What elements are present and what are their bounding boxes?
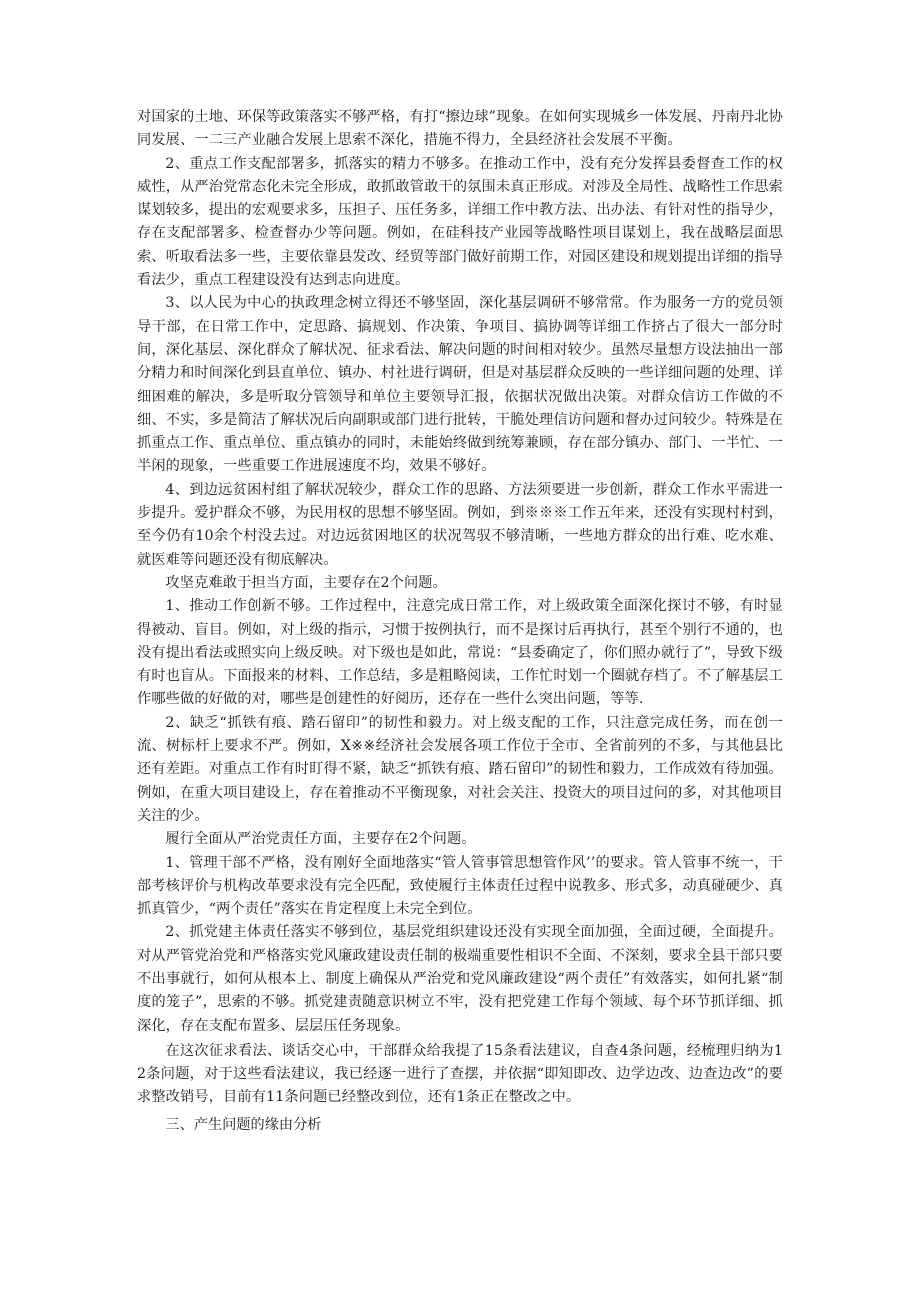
- paragraph-party-building: 2、抓党建主体责任落实不够到位，基层党组织建设还没有实现全面加强，全面过硬，全面提升。对从严管党治党和严格落实党风廉政建设责任制的极端重要性相识不全面、不深刻，要求全县干部只要不出事就行，如何从根本上、制度上确保从严治党和党风廉政建设“两个责任”有效落实，如何扎紧“制度的笼子”，思索的不够。抓党建责随意识树立不牢，没有把党建工作每个领域、每个环节抓详细、抓深化，存在支配布置多、层层压任务现象。: [137, 924, 783, 1034]
- section-heading-causes: 三、产生问题的缘由分析: [165, 1116, 322, 1133]
- paragraph-item-3: 3、以人民为中心的执政理念树立得还不够坚固，深化基层调研不够常常。作为服务一方的党员领导干部，在日常工作中，定思路、搞规划、作决策、争项目、搞协调等详细工作挤占了很大一部分时间，深化基层、深化群众了解状况、征求看法、解决问题的时间相对较少。虽然尽量想方设法抽出一部分精力和时间深化到县直单位、镇办、村社进行调研，但是对基层群众反映的一些详细问题的处理、详细困难的解决，多是听取分管领导和单位主要领导汇报，依据状况做出决策。对群众信访工作做的不细、不实，多是简洁了解状况后向副职或部门进行批转，干脆处理信访问题和督办过问较少。特殊是在抓重点工作、重点单位、重点镇办的同时，未能始终做到统筹兼顾，存在部分镇办、部门、一半忙、一半闲的现象，一些重要工作进展速度不均，效果不够好。: [137, 295, 783, 475]
- document-page: [137, 106, 783, 1137]
- paragraph-continuation: 对国家的土地、环保等政策落实不够严格，有打“擦边球”现象。在如何实现城乡一体发展、丹南丹北协同发展、一二三产业融合发展上思索不深化，措施不得力，全县经济社会发展不平衡。: [137, 109, 783, 149]
- paragraph-item-4: 4、到边远贫困村组了解状况较少，群众工作的思路、方法须要进一步创新，群众工作水平需进一步提升。爱护群众不够，为民用权的思想不够坚固。例如，到※※※工作五年来，还没有实现村村到，至今仍有10余个村没去过。对边远贫困地区的状况驾驭不够清晰，一些地方群众的出行难、吃水难、就医难等问题还没有彻底解决。: [137, 481, 783, 568]
- paragraph-cadre-management: 1、管理干部不严格，没有刚好全面地落实“管人管事管思想管作风’’的要求。管人管事不统一，干部考核评价与机构改革要求没有完全匹配，致使履行主体责任过程中说教多、形式多，动真碰硬少、真抓真管少，“两个责任”落实在肯定程度上未完全到位。: [137, 854, 783, 918]
- section-intro-party-governance: 履行全面从严治党责任方面，主要存在2个问题。: [165, 831, 476, 848]
- paragraph-feedback-summary: 在这次征求看法、谈话交心中，干部群众给我提了15条看法建议，自查4条问题，经梳理归纳为12条问题，对于这些看法建议，我已经逐一进行了查摆，并依据“即知即改、边学边改、边查边改”的要求整改销号，目前有11条问题已经整改到位，还有1条正在整改之中。: [137, 1042, 783, 1106]
- section-intro-tackling: 攻坚克难敢于担当方面，主要存在2个问题。: [165, 574, 447, 591]
- paragraph-perseverance: 2、缺乏“抓铁有痕、踏石留印”的韧性和毅力。对上级支配的工作，只注意完成任务，而在创一流、树标杆上要求不严。例如，X※※经济社会发展各项工作位于全市、全省前列的不多，与其他县比还有差距。对重点工作有时盯得不紧，缺乏“抓铁有痕、踏石留印”的韧性和毅力，工作成效有待加强。例如，在重大项目建设上，存在着推动不平衡现象，对社会关注、投资大的项目过问的多，对其他项目关注的少。: [137, 714, 783, 824]
- paragraph-innovation: 1、推动工作创新不够。工作过程中，注意完成日常工作，对上级政策全面深化探讨不够，有时显得被动、盲目。例如，对上级的指示，习惯于按例执行，而不是探讨后再执行，甚至个别行不通的，也没有提出看法或照实向上级反映。对下级也是如此，常说：“县委确定了，你们照办就行了”，导致下级有时也盲从。下面报来的材料、工作总结，多是粗略阅读，工作忙时划一个圈就存档了。不了解基层工作哪些做的好做的对，哪些是创建性的好阅历，还存在一些什么突出问题，等等.: [137, 598, 783, 708]
- paragraph-item-2: 2、重点工作支配部署多，抓落实的精力不够多。在推动工作中，没有充分发挥县委督查工作的权威性，从严治党常态化未完全形成，敢抓敢管敢干的氛围未真正形成。对涉及全局性、战略性工作思索谋划较多，提出的宏观要求多，压担子、压任务多，详细工作中教方法、出办法、有针对性的指导少，存在支配部署多、检查督办少等问题。例如，在硅科技产业园等战略性项目谋划上，我在战略层面思索、听取看法多一些，主要依靠县发改、经贸等部门做好前期工作，对园区建设和规划提出详细的指导看法少，重点工程建设没有达到志向进度。: [137, 155, 783, 289]
